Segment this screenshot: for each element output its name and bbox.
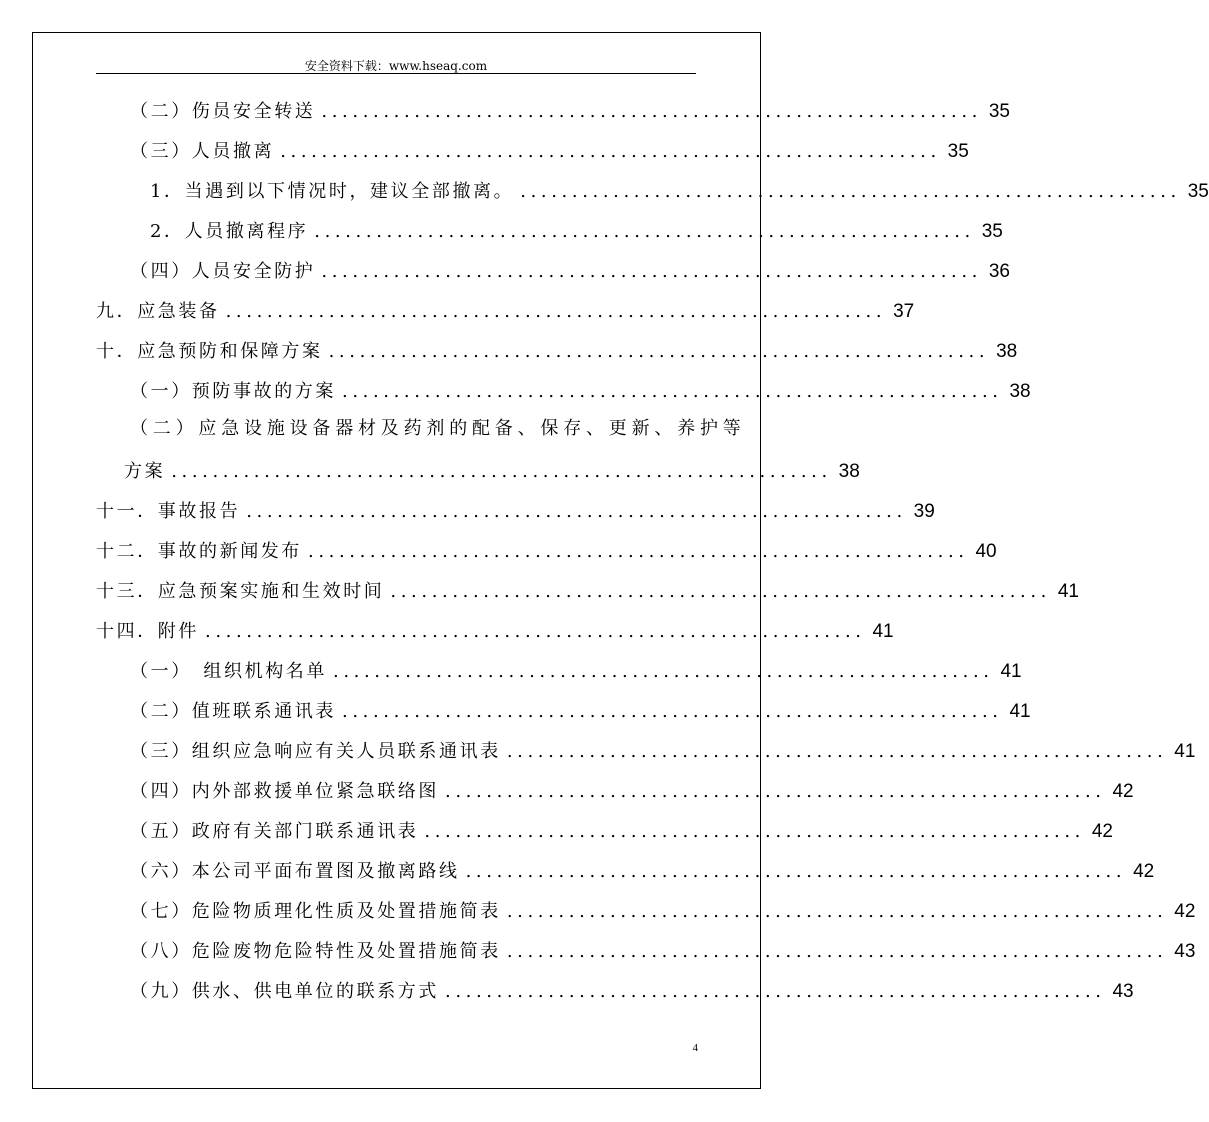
toc-entry-title: 十．应急预防和保障方案 [96,341,323,362]
toc-entry[interactable] [0,733,1196,763]
toc-entry-page: 43 [1174,941,1196,962]
toc-entry-title: 2．人员撤离程序 [150,221,309,242]
toc-leader: ................................................................ [333,661,994,682]
toc-entry[interactable] [0,253,1010,283]
toc-entry-title: （三）组织应急响应有关人员联系通讯表 [130,741,501,762]
toc-entry-title: （七）危险物质理化性质及处置措施简表 [130,901,501,922]
toc-entry[interactable] [0,853,1155,883]
toc-entry-page: 42 [1112,781,1134,802]
toc-entry-title: （六）本公司平面布置图及撤离路线 [130,861,460,882]
toc-entry-title: 1．当遇到以下情况时，建议全部撤离。 [150,181,515,202]
toc-entry-title: 十四．附件 [96,621,199,642]
toc-entry[interactable] [0,573,1079,603]
toc-leader: ................................................................ [308,541,969,562]
toc-entry[interactable] [0,533,997,563]
toc-leader: ................................................................ [465,861,1127,882]
toc-leader: ................................................................ [445,981,1106,1002]
toc-entry[interactable] [0,893,1196,923]
toc-leader: ................................................................ [390,581,1051,602]
toc-entry-title[interactable]: （二）应急设施设备器材及药剂的配备、保存、更新、养护等 [130,418,746,439]
toc-leader: ................................................................ [321,261,982,282]
toc-entry-title: （四）人员安全防护 [130,261,316,282]
toc-entry[interactable] [0,813,1113,843]
toc-entry[interactable] [0,773,1134,803]
toc-entry-title: 十二．事故的新闻发布 [96,541,302,562]
toc-entry[interactable] [0,493,935,523]
toc-entry-page: 42 [1133,861,1155,882]
toc-leader: ................................................................ [506,941,1168,962]
toc-entry-page: 41 [1057,581,1079,602]
toc-entry-page: 38 [838,461,860,482]
toc-entry-title: （九）供水、供电单位的联系方式 [130,981,439,1002]
toc-entry-page: 38 [1009,381,1031,402]
toc-leader: ................................................................ [171,461,832,482]
toc-entry-title: （三）人员撤离 [130,141,275,162]
toc-leader: ................................................................ [520,181,1181,202]
toc-leader: ................................................................ [445,781,1106,802]
toc-entry-page: 41 [872,621,894,642]
toc-entry[interactable] [0,453,860,483]
toc-entry-page: 38 [996,341,1018,362]
toc-leader: ................................................................ [314,221,975,242]
toc-entry-title: 十三．应急预案实施和生效时间 [96,581,385,602]
toc-entry-title: （八）危险废物危险特性及处置措施简表 [130,941,501,962]
toc-entry[interactable] [0,373,1031,403]
toc-entry-title: （二）伤员安全转送 [130,101,316,122]
toc-leader: ................................................................ [506,741,1168,762]
toc-entry[interactable] [0,93,1010,123]
toc-entry-page: 35 [1187,181,1209,202]
toc-entry-page: 40 [975,541,997,562]
toc-leader: ................................................................ [280,141,941,162]
toc-leader: ................................................................ [424,821,1085,842]
toc-entry-page: 41 [1174,741,1196,762]
toc-entry-title: （二）值班联系通讯表 [130,701,336,722]
toc-leader: ................................................................ [328,341,990,362]
toc-entry[interactable] [0,653,1022,683]
toc-entry[interactable] [0,693,1031,723]
toc-leader: ................................................................ [506,901,1168,922]
toc-leader: ................................................................ [321,101,982,122]
toc-entry-page: 41 [1009,701,1031,722]
toc-entry-page: 43 [1112,981,1134,1002]
toc-entry-page: 37 [893,301,915,322]
toc-entry-title: （一） 组织机构名单 [130,661,327,682]
toc-entry[interactable] [0,133,969,163]
toc-entry[interactable] [0,613,894,643]
toc-entry-page: 42 [1174,901,1196,922]
toc-entry[interactable] [0,293,915,323]
toc-entry-page: 42 [1091,821,1113,842]
toc-entry[interactable] [0,333,1018,363]
toc-entry-page: 35 [981,221,1003,242]
toc-entry-page: 35 [988,101,1010,122]
toc-entry-page: 35 [947,141,969,162]
toc-leader: ................................................................ [205,621,866,642]
toc-entry-page: 36 [988,261,1010,282]
toc-entry-title: 十一．事故报告 [96,501,241,522]
toc-entry-page: 41 [1000,661,1022,682]
toc-entry-title: （四）内外部救援单位紧急联络图 [130,781,439,802]
toc-entry-title: 九．应急装备 [96,301,220,322]
page-header: 安全资料下载：www.hseaq.com [304,59,488,73]
toc-leader: ................................................................ [246,501,907,522]
toc-entry-title: （五）政府有关部门联系通讯表 [130,821,419,842]
toc-entry[interactable] [0,173,1209,203]
toc-entry[interactable] [0,973,1134,1003]
toc-leader: ................................................................ [342,701,1003,722]
toc-entry-title-continued: 方案 [124,461,166,482]
toc-entry-page: 39 [913,501,935,522]
toc-entry[interactable] [0,933,1196,963]
toc-entry[interactable] [0,213,1003,243]
toc-leader: ................................................................ [225,301,887,322]
toc-entry-title: （一）预防事故的方案 [130,381,336,402]
toc-leader: ................................................................ [342,381,1003,402]
page-number: 4 [692,1042,698,1054]
